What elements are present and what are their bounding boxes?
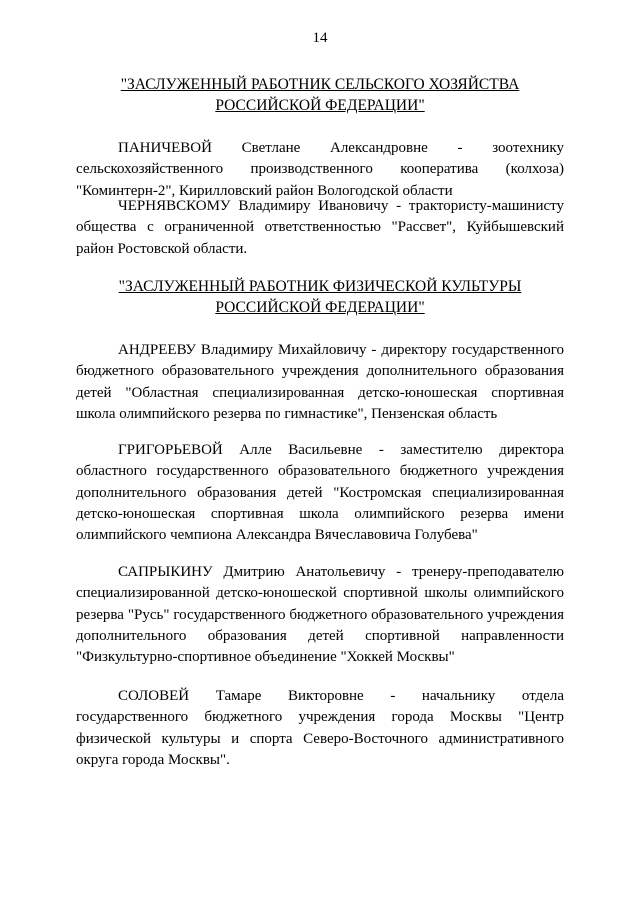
heading-line: "ЗАСЛУЖЕННЫЙ РАБОТНИК СЕЛЬСКОГО ХОЗЯЙСТВА [120,76,520,93]
section-heading-agriculture [80,74,560,116]
heading-line: РОССИЙСКОЙ ФЕДЕРАЦИИ" [215,97,425,114]
award-entry [76,440,564,546]
award-entry [76,138,564,202]
entry-text: ЧЕРНЯВСКОМУ Владимиру Ивановичу - трактористу-машинисту общества с ограниченной ответственностью "Рассвет", Куйбышевский район Ростовской области. [76,198,564,257]
award-entry [76,340,564,425]
page-number: 14 [312,30,328,46]
entry-text: ПАНИЧЕВОЙ Светлане Александровне - зоотехнику сельскохозяйственного производственного кооператива (колхоза) "Коминтерн-2", Кирилловский район Вологодской области [76,140,564,199]
heading-line: РОССИЙСКОЙ ФЕДЕРАЦИИ" [215,299,425,316]
award-entry [76,686,564,771]
award-entry [76,562,564,668]
entry-text: САПРЫКИНУ Дмитрию Анатольевичу - тренеру-преподавателю специализированной детско-юношеской спортивной школы олимпийского резерва "Русь" государственного бюджетного образовательного учреждения дополнительного образования детей спортивной направленности "Физкультурно-спортивное объединение "Хоккей Москвы" [76,564,564,666]
heading-line: "ЗАСЛУЖЕННЫЙ РАБОТНИК ФИЗИЧЕСКОЙ КУЛЬТУРЫ [118,278,522,295]
section-heading-physical-culture [80,276,560,318]
entry-text: АНДРЕЕВУ Владимиру Михайловичу - директору государственного бюджетного образовательного учреждения дополнительного образования детей "Областная специализированная детско-юношеская спортивная школа олимпийского резерва по гимнастике", Пензенская область [76,342,564,422]
award-entry [76,196,564,260]
entry-text: СОЛОВЕЙ Тамаре Викторовне - начальнику отдела государственного бюджетного учреждения города Москвы "Центр физической культуры и спорта Северо-Восточного административного округа города Москвы". [76,688,564,768]
entry-text: ГРИГОРЬЕВОЙ Алле Васильевне - заместителю директора областного государственного образовательного бюджетного учреждения дополнительного образования детей "Костромская специализированная детско-юношеская спортивная школа олимпийского резерва имени олимпийского чемпиона Александра Вячеславовича Голубева" [76,442,564,544]
